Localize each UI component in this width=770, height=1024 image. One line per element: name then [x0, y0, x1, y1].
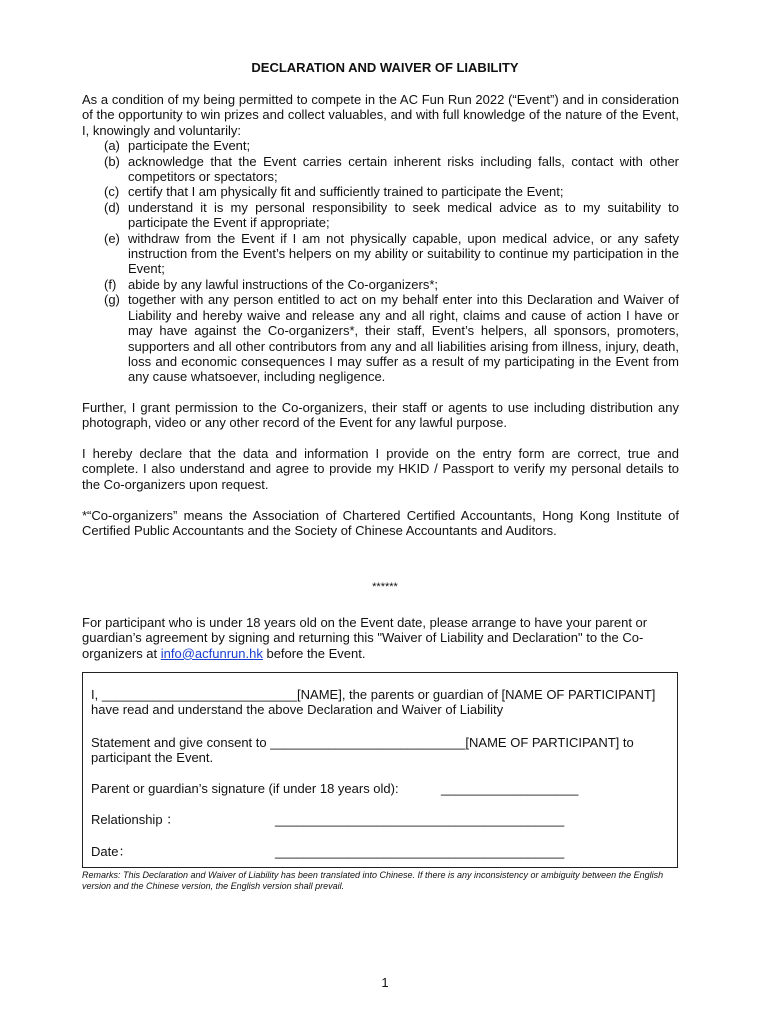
permission-paragraph: Further, I grant permission to the Co-organizers, their staff or agents to use including distribution any photograph, video or any other record of the Event for any lawful purpose.	[82, 400, 679, 431]
signature-label: Parent or guardian’s signature (if under 18 years old):	[91, 781, 399, 796]
signature-field[interactable]: ___________________	[441, 781, 579, 796]
list-item	[82, 184, 679, 199]
declaration-section	[82, 92, 679, 385]
date-row	[91, 844, 671, 859]
minor-participant-paragraph	[82, 615, 652, 661]
item-text: together with any person entitled to act on my behalf enter into this Declaration and Waiver of Liability and hereby waive and release any and all right, claims and cause of action I have or may have against the Co-organizers*, their staff, Event’s helpers, all sponsors, promoters, supporters and all other contributors from any and all liabilities arising from illness, injury, death, loss and economic consequences I may suffer as a result of my participating in the Event from any cause whatsoever, including negligence.	[128, 292, 679, 385]
item-text: certify that I am physically fit and sufficiently trained to participate the Event;	[128, 184, 564, 200]
item-text: abide by any lawful instructions of the Co-organizers*;	[128, 276, 438, 292]
item-label: (a)	[104, 138, 120, 154]
consent-statement: Statement and give consent to ___________________________[NAME OF PARTICIPANT] to participant the Event.	[91, 735, 634, 766]
item-label: (g)	[104, 292, 120, 308]
remarks-note: Remarks: This Declaration and Waiver of Liability has been translated into Chinese. If there is any inconsistency or ambiguity between the English version and the Chinese version, the English version shall prevail.	[82, 870, 664, 891]
relationship-row	[91, 812, 671, 827]
item-label: (b)	[104, 153, 120, 169]
date-label: Date：	[91, 844, 132, 859]
item-text: acknowledge that the Event carries certain inherent risks including falls, contact with other competitors or spectators;	[128, 153, 679, 185]
co-organizers-definition: *“Co-organizers” means the Association of Chartered Certified Accountants, Hong Kong Institute of Certified Public Accountants and the Society of Chinese Accountants and Auditors.	[82, 508, 679, 539]
list-item	[82, 200, 679, 231]
guardian-consent-form	[82, 672, 678, 868]
item-label: (f)	[104, 276, 117, 292]
date-field[interactable]: ________________________________________	[275, 844, 565, 859]
item-label: (c)	[104, 184, 120, 200]
document-title: DECLARATION AND WAIVER OF LIABILITY	[251, 60, 519, 75]
email-link[interactable]: info@acfunrun.hk	[160, 645, 263, 661]
item-text: understand it is my personal responsibility to seek medical advice as to my suitability to participate the Event if appropriate;	[128, 199, 679, 231]
data-declaration-paragraph: I hereby declare that the data and information I provide on the entry form are correct, true and complete. I also understand and agree to provide my HKID / Passport to verify my personal details to the Co-organizers upon request.	[82, 446, 679, 492]
item-text: participate the Event;	[128, 138, 251, 154]
minor-text-before: For participant who is under 18 years old on the Event date, please arrange to have your parent or guardian’s agreement by signing and returning this "Waiver of Liability and Declaration" to the Co-organizers at	[82, 615, 648, 661]
item-label: (d)	[104, 199, 120, 215]
list-item	[82, 154, 679, 185]
section-separator: ******	[372, 581, 398, 593]
item-label: (e)	[104, 230, 120, 246]
minor-text-after: before the Event.	[262, 645, 366, 661]
relationship-field[interactable]: ________________________________________	[275, 812, 565, 827]
list-item	[82, 231, 679, 277]
item-text: withdraw from the Event if I am not physically capable, upon medical advice, or any safety instruction from the Event’s helpers on my ability or suitability to continue my participation in the Event;	[128, 230, 679, 277]
intro-paragraph: As a condition of my being permitted to compete in the AC Fun Run 2022 (“Event”) and in consideration of the opportunity to win prizes and collect valuables, and with full knowledge of the nature of the Event, I, knowingly and voluntarily:	[82, 92, 679, 138]
page-number: 1	[381, 975, 389, 990]
declaration-list	[82, 138, 679, 385]
list-item	[82, 292, 679, 384]
relationship-label: Relationship ：	[91, 812, 180, 827]
list-item	[82, 277, 679, 292]
guardian-statement: I, ___________________________[NAME], the parents or guardian of [NAME OF PARTICIPANT] have read and understand the above Declaration and Waiver of Liability	[91, 687, 656, 718]
list-item	[82, 138, 679, 153]
signature-row	[91, 781, 671, 796]
